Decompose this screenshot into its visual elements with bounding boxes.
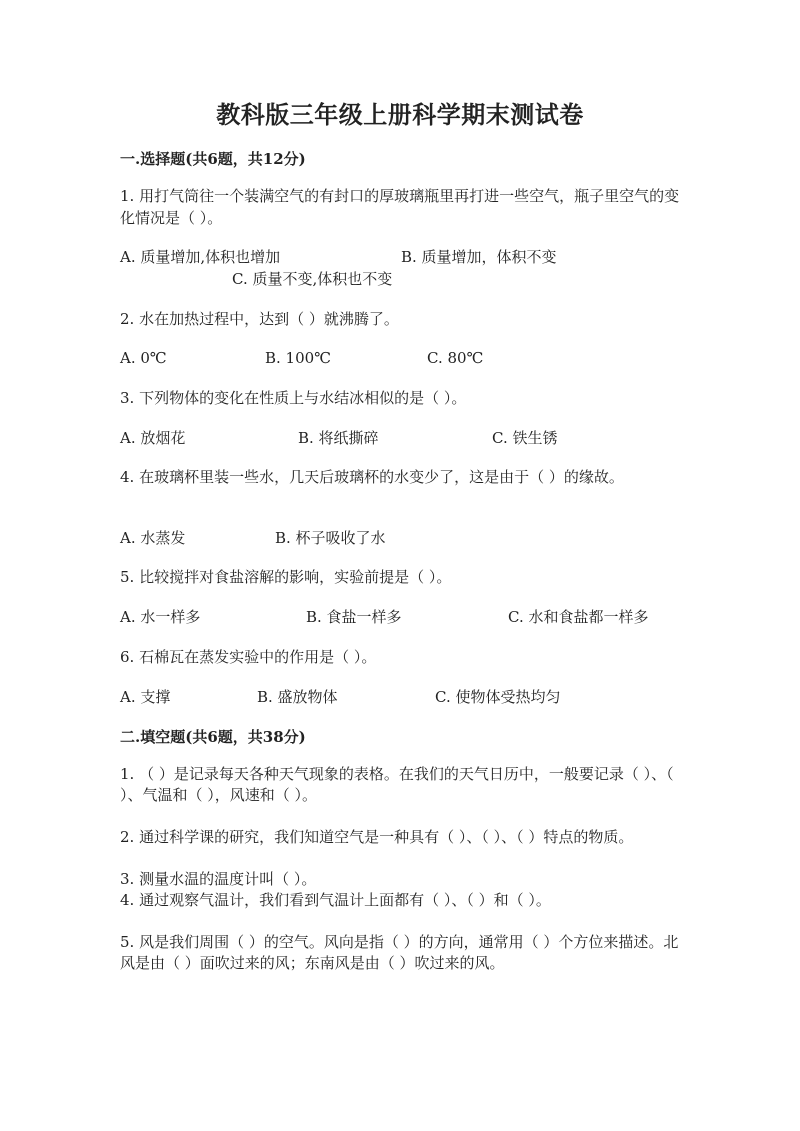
q4-option-b: B. 杯子吸收了水	[275, 529, 386, 547]
q3-option-c: C. 铁生锈	[492, 429, 558, 447]
page-title: 教科版三年级上册科学期末测试卷	[216, 100, 584, 129]
q5-option-c: C. 水和食盐都一样多	[508, 608, 649, 626]
question-3-stem: 3. 下列物体的变化在性质上与水结冰相似的是（ ）。	[120, 389, 467, 407]
question-5-stem: 5. 比较搅拌对食盐溶解的影响，实验前提是（ ）。	[120, 568, 452, 586]
q6-option-b: B. 盛放物体	[257, 688, 338, 706]
q2-option-a: A. 0℃	[120, 349, 167, 367]
q5-option-a: A. 水一样多	[120, 608, 201, 626]
q6-option-c: C. 使物体受热均匀	[435, 688, 561, 706]
q1-option-b: B. 质量增加，体积不变	[401, 248, 557, 266]
fill-question-3: 3. 测量水温的温度计叫（ ）。	[120, 870, 317, 888]
q6-option-a: A. 支撑	[120, 688, 171, 706]
question-2-stem: 2. 水在加热过程中，达到（ ）就沸腾了。	[120, 310, 399, 328]
fill-question-2: 2. 通过科学课的研究，我们知道空气是一种具有（ ）、（ ）、（ ）特点的物质。	[120, 828, 634, 846]
q2-option-b: B. 100℃	[265, 349, 331, 367]
question-1-stem: 1. 用打气筒往一个装满空气的有封口的厚玻璃瓶里再打进一些空气，瓶子里空气的变化情况是（ ）。	[120, 187, 680, 227]
q5-option-b: B. 食盐一样多	[306, 608, 402, 626]
fill-question-1: 1. （ ）是记录每天各种天气现象的表格。在我们的天气日历中，一般要记录（ ）、（ ）、气温和（ ），风速和（ ）。	[120, 765, 674, 804]
q3-option-b: B. 将纸撕碎	[298, 429, 379, 447]
section-heading-fill: 二.填空题(共6题，共38分)	[120, 728, 306, 746]
q1-option-c: C. 质量不变,体积也不变	[232, 270, 393, 288]
question-6-stem: 6. 石棉瓦在蒸发实验中的作用是（ ）。	[120, 648, 377, 666]
q2-option-c: C. 80℃	[427, 349, 484, 367]
fill-question-5: 5. 风是我们周围（ ）的空气。风向是指（ ）的方向，通常用（ ）个方位来描述。北风是由（ ）面吹过来的风；东南风是由（ ）吹过来的风。	[120, 933, 679, 972]
q1-option-a: A. 质量增加,体积也增加	[120, 248, 281, 266]
question-4-stem: 4. 在玻璃杯里装一些水，几天后玻璃杯的水变少了，这是由于（ ）的缘故。	[120, 468, 624, 486]
q3-option-a: A. 放烟花	[120, 429, 186, 447]
fill-question-4: 4. 通过观察气温计，我们看到气温计上面都有（ ）、（ ）和（ ）。	[120, 891, 551, 909]
q4-option-a: A. 水蒸发	[120, 529, 186, 547]
section-heading-choice: 一.选择题(共6题，共12分)	[120, 150, 306, 168]
